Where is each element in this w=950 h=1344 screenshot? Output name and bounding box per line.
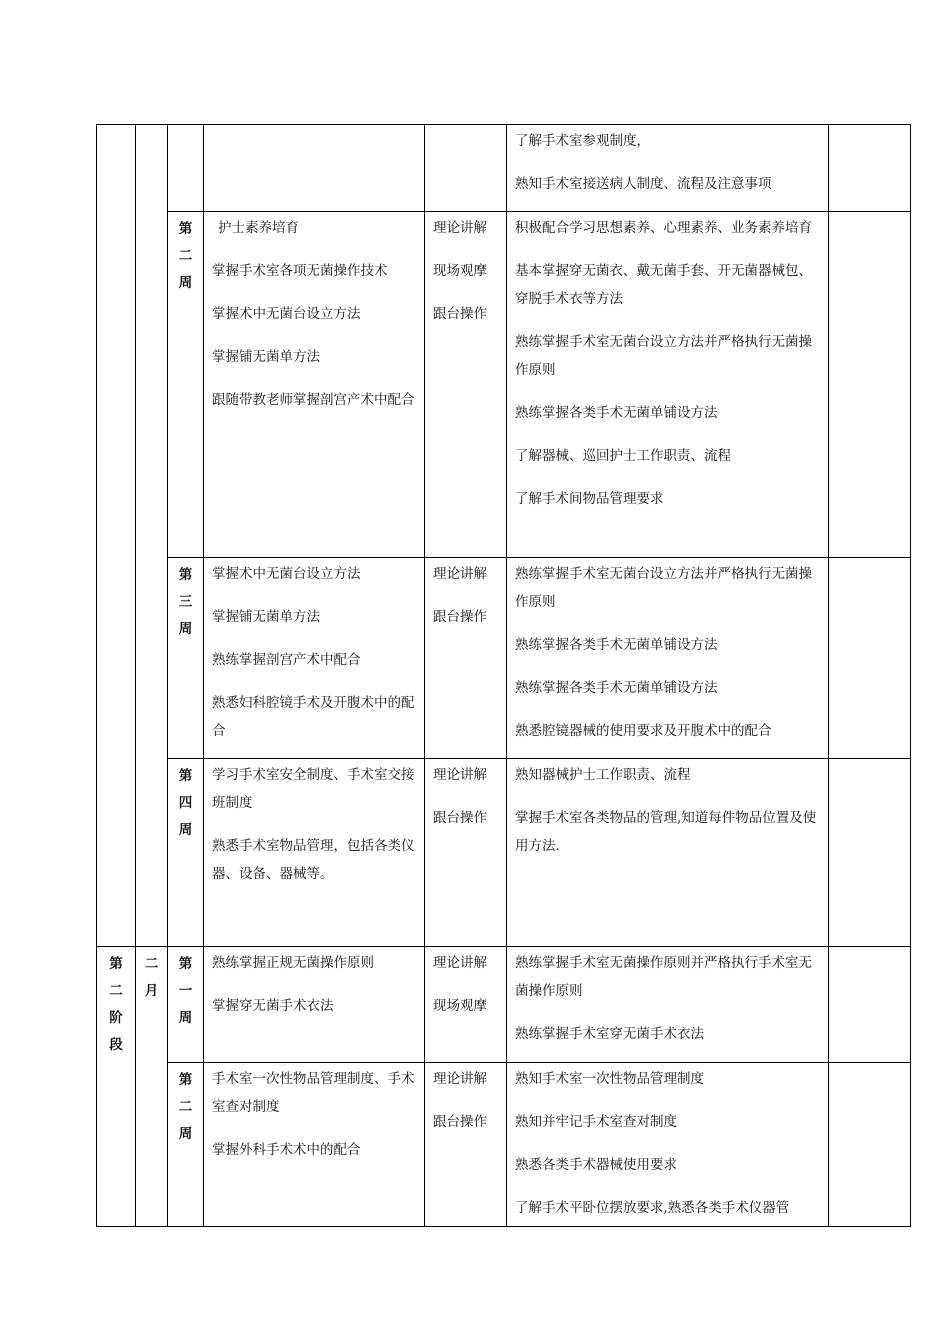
content-line: 掌握穿无菌手术衣法 [212,998,334,1014]
label-char: 周 [178,822,193,838]
label-char: 第 [178,768,193,784]
content-line: 掌握铺无菌单方法 [212,349,320,365]
content-line: 熟悉手术室物品管理，包括各类仪器、设备、器械等。 [212,838,415,882]
week-label [168,759,203,844]
goal-line: 了解器械、巡回护士工作职责、流程 [515,448,731,464]
stage-label [97,947,135,1059]
label-char: 周 [178,1126,193,1142]
goal-line: 熟练掌握手术室穿无菌手术衣法 [515,1026,704,1042]
table-row [97,125,911,212]
content-line: 掌握外科手术术中的配合 [212,1142,361,1158]
method-cell [425,212,507,558]
goal-line: 积极配合学习思想素养、心理素养、业务素养培育 [515,220,812,236]
table-row [97,947,911,1063]
goal-line: 熟练掌握各类手术无菌单铺设方法 [515,637,718,653]
content-cell [204,558,425,759]
method-cell [425,759,507,947]
stage-cell [97,125,136,947]
month-label [136,947,167,1005]
stage-cell [97,947,136,1227]
goal-line: 熟练掌握手术室无菌台设立方法并严格执行无菌操作原则 [515,334,812,378]
week-label [168,1063,203,1148]
goal-line: 了解手术平卧位摆放要求,熟悉各类手术仪器管 [515,1200,790,1216]
label-char: 第 [178,221,193,237]
method-line: 现场观摩 [433,263,487,279]
content-cell [204,212,425,558]
content-cell [204,1063,425,1227]
month-cell [136,947,168,1227]
content-line: 掌握铺无菌单方法 [212,609,320,625]
label-char: 三 [178,594,193,610]
training-plan-table [96,124,911,1227]
content-cell [204,125,425,212]
content-line: 掌握术中无菌台设立方法 [212,566,361,582]
method-line: 理论讲解 [433,220,487,236]
label-char: 周 [178,275,193,291]
method-line: 现场观摩 [433,998,487,1014]
table-row [97,759,911,947]
remark-cell [829,558,911,759]
week-cell [168,1063,204,1227]
remark-cell [829,212,911,558]
method-line: 跟台操作 [433,609,487,625]
remark-cell [829,759,911,947]
goal-line: 基本掌握穿无菌衣、戴无菌手套、开无菌器械包、穿脱手术衣等方法 [515,263,812,307]
week-cell [168,558,204,759]
content-line: 熟练掌握正规无菌操作原则 [212,955,374,971]
label-char: 第 [178,567,193,583]
method-line: 理论讲解 [433,566,487,582]
week-label [168,558,203,643]
goal-cell [507,1063,829,1227]
method-cell [425,125,507,212]
goal-line: 了解手术间物品管理要求 [515,491,664,507]
week-cell [168,212,204,558]
week-label [168,212,203,297]
goal-line: 熟练掌握各类手术无菌单铺设方法 [515,405,718,421]
content-line: 掌握术中无菌台设立方法 [212,306,361,322]
goal-cell [507,125,829,212]
goal-line: 熟知手术室接送病人制度、流程及注意事项 [515,176,772,192]
remark-cell [829,1063,911,1227]
week-cell [168,759,204,947]
goal-line: 熟练掌握手术室无菌台设立方法并严格执行无菌操作原则 [515,566,812,610]
goal-line: 熟知并牢记手术室查对制度 [515,1114,677,1130]
goal-line: 熟知器械护士工作职责、流程 [515,767,691,783]
content-line: 掌握手术室各项无菌操作技术 [212,263,388,279]
method-cell [425,1063,507,1227]
content-cell [204,947,425,1063]
goal-cell [507,759,829,947]
goal-line: 熟悉各类手术器械使用要求 [515,1157,677,1173]
remark-cell [829,947,911,1063]
goal-line: 了解手术室参观制度， [515,133,650,149]
label-char: 周 [178,1010,193,1026]
label-char: 一 [178,983,193,999]
goal-cell [507,212,829,558]
label-char: 二 [109,983,123,999]
label-char: 二 [178,1099,193,1115]
label-char: 阶 [109,1010,123,1026]
method-line: 理论讲解 [433,767,487,783]
label-char: 二 [178,248,193,264]
label-char: 第 [178,956,193,972]
content-line: 熟练掌握剖宫产术中配合 [212,652,361,668]
goal-line: 熟练掌握各类手术无菌单铺设方法 [515,680,718,696]
content-line: 护士素养培育 [218,220,299,236]
method-line: 理论讲解 [433,955,487,971]
method-line: 跟台操作 [433,306,487,322]
week-cell [168,947,204,1063]
method-line: 跟台操作 [433,1114,487,1130]
week-label [168,947,203,1032]
label-char: 第 [109,956,123,972]
content-line: 学习手术室安全制度、手术室交接班制度 [212,767,415,811]
content-line: 手术室一次性物品管理制度、手术室查对制度 [212,1071,415,1115]
goal-line: 掌握手术室各类物品的管理,知道每件物品位置及使用方法． [515,810,817,854]
method-line: 跟台操作 [433,810,487,826]
method-line: 理论讲解 [433,1071,487,1087]
table-row [97,1063,911,1227]
method-cell [425,558,507,759]
content-cell [204,759,425,947]
goal-cell [507,947,829,1063]
week-cell [168,125,204,212]
table-row [97,558,911,759]
table-row [97,212,911,558]
goal-line: 熟悉腔镜器械的使用要求及开腹术中的配合 [515,723,772,739]
goal-cell [507,558,829,759]
content-line: 跟随带教老师掌握剖宫产术中配合 [212,392,415,408]
label-char: 月 [144,983,159,999]
label-char: 二 [144,956,159,972]
content-line: 熟悉妇科腔镜手术及开腹术中的配合 [212,695,415,739]
label-char: 四 [178,795,193,811]
label-char: 周 [178,621,193,637]
remark-cell [829,125,911,212]
method-cell [425,947,507,1063]
label-char: 第 [178,1072,193,1088]
label-char: 段 [109,1037,123,1053]
goal-line: 熟练掌握手术室无菌操作原则并严格执行手术室无菌操作原则 [515,955,812,999]
goal-line: 熟知手术室一次性物品管理制度 [515,1071,704,1087]
month-cell [136,125,168,947]
